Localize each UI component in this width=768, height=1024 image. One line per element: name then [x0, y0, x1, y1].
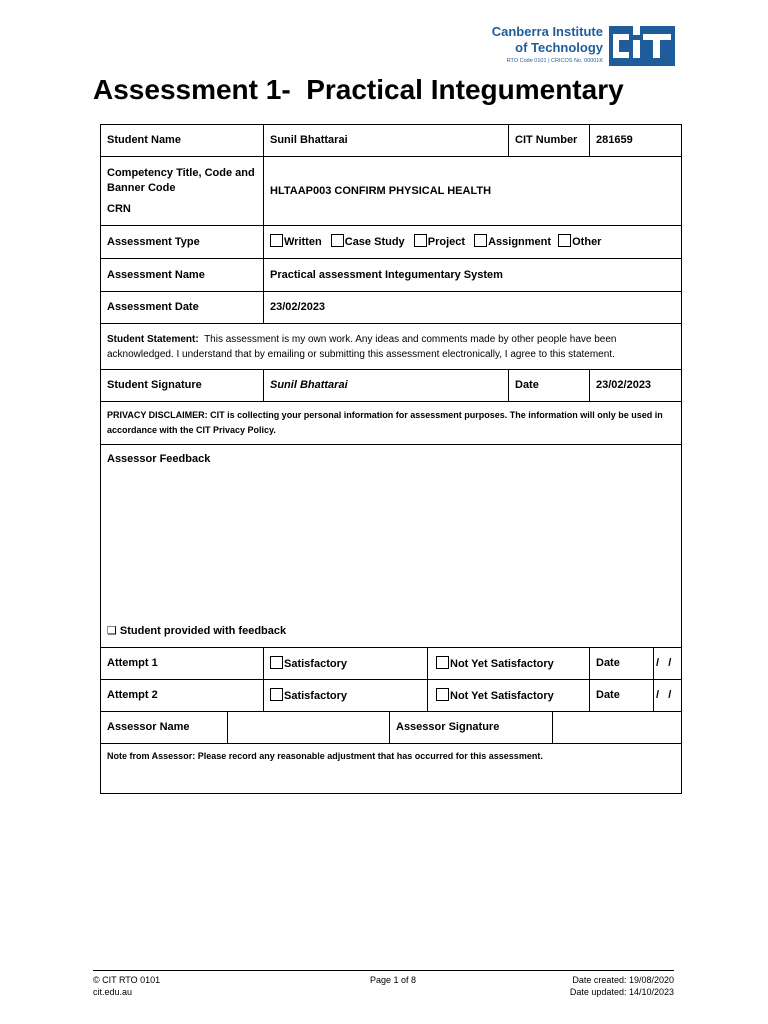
- page-title: Assessment 1- Practical Integumentary: [93, 74, 624, 105]
- competency-title-label: Competency Title, Code and Banner Code: [107, 166, 255, 194]
- student-name-row: [101, 125, 682, 157]
- assessment-type-label: Assessment Type: [101, 226, 264, 259]
- student-signature-value[interactable]: Sunil Bhattarai: [264, 370, 509, 402]
- assessor-signature-field[interactable]: [553, 712, 682, 744]
- footer-left: [93, 974, 160, 998]
- assessment-name-label: Assessment Name: [101, 259, 264, 292]
- footer-rto: © CIT RTO 0101: [93, 975, 161, 985]
- attempt-1-date-label: Date: [590, 648, 654, 680]
- attempt-1-date-value[interactable]: / /: [654, 648, 682, 680]
- logo-rto-code: RTO Code 0101 | CRICOS No. 00001K: [506, 58, 603, 64]
- signature-date-label: Date: [509, 370, 590, 402]
- feedback-checkbox-label: Student provided with feedback: [119, 625, 287, 637]
- competency-row: [101, 157, 682, 226]
- assignment-option-label: Assignment: [488, 236, 552, 248]
- assessor-details-table: [100, 711, 682, 794]
- written-checkbox[interactable]: [270, 234, 283, 247]
- footer-page-number: Page 1 of 8: [370, 975, 417, 985]
- student-signature-row: [101, 370, 682, 402]
- attempt-2-not-yet: [428, 680, 590, 712]
- student-statement-row: [101, 324, 682, 370]
- assessment-cover-form: [100, 124, 682, 712]
- logo-text: [492, 24, 603, 64]
- attempt-2-row: [101, 680, 682, 712]
- footer-date-updated: Date updated: 14/10/2023: [569, 987, 674, 997]
- attempt-2-date-label: Date: [590, 680, 654, 712]
- not-yet-satisfactory-label: Not Yet Satisfactory: [450, 657, 554, 670]
- attempt-1-not-yet-checkbox[interactable]: [436, 656, 449, 669]
- assessor-name-field[interactable]: [228, 712, 390, 744]
- written-option-label: Written: [284, 236, 322, 248]
- attempt-1-label: Attempt 1: [101, 648, 264, 680]
- satisfactory-label: Satisfactory: [284, 657, 347, 670]
- attempt-2-date-value[interactable]: / /: [654, 680, 682, 712]
- privacy-disclaimer: PRIVACY DISCLAIMER: CIT is collecting your personal information for assessment purposes. The information will only be used in accordance with the CIT Privacy Policy.: [101, 402, 682, 445]
- attempt-2-satisfactory-checkbox[interactable]: [270, 688, 283, 701]
- page-footer: [93, 970, 674, 997]
- student-signature-label: Student Signature: [101, 370, 264, 402]
- footer-right: [570, 974, 674, 998]
- assessment-date-row: [101, 292, 682, 324]
- feedback-checkbox-icon[interactable]: ❑: [107, 624, 117, 637]
- assessment-date-label: Assessment Date: [101, 292, 264, 324]
- case-study-option-label: Case Study: [344, 236, 405, 248]
- cit-logo: [478, 24, 678, 68]
- cit-number-label: CIT Number: [509, 125, 590, 157]
- case-study-checkbox[interactable]: [331, 234, 344, 247]
- attempt-2-not-yet-checkbox[interactable]: [436, 688, 449, 701]
- assessor-note-row: [101, 744, 682, 794]
- statement-text: This assessment is my own work. Any ideas and comments made by other people have been acknowledged. I understand that by emailing or submitting this assessment electronically, I agree to this statement.: [107, 333, 617, 360]
- statement-label: Student Statement:: [107, 333, 199, 345]
- assessor-note[interactable]: Note from Assessor: Please record any reasonable adjustment that has occurred for this assessment.: [101, 744, 682, 794]
- logo-line1: Canberra Institute: [491, 24, 603, 39]
- assignment-checkbox[interactable]: [474, 234, 487, 247]
- cit-logo-mark-icon: [609, 26, 675, 66]
- privacy-row: [101, 402, 682, 445]
- cit-number-value[interactable]: 281659: [590, 125, 682, 157]
- attempt-2-label: Attempt 2: [101, 680, 264, 712]
- assessor-feedback-box[interactable]: [101, 445, 682, 648]
- signature-date-value[interactable]: 23/02/2023: [590, 370, 682, 402]
- attempt-2-satisfactory: [264, 680, 428, 712]
- assessor-row: [101, 712, 682, 744]
- project-option-label: Project: [427, 236, 466, 248]
- attempt-1-row: [101, 648, 682, 680]
- assessor-name-label: Assessor Name: [101, 712, 228, 744]
- other-option-label: Other: [572, 236, 602, 248]
- assessment-name-row: [101, 259, 682, 292]
- project-checkbox[interactable]: [414, 234, 427, 247]
- assessment-type-options: [264, 226, 682, 259]
- not-yet-satisfactory-label: Not Yet Satisfactory: [450, 689, 554, 702]
- attempt-1-satisfactory-checkbox[interactable]: [270, 656, 283, 669]
- attempt-1-not-yet: [428, 648, 590, 680]
- student-statement: [101, 324, 682, 370]
- assessor-signature-label: Assessor Signature: [390, 712, 553, 744]
- satisfactory-label: Satisfactory: [284, 689, 347, 702]
- assessor-feedback-label: Assessor Feedback: [107, 453, 211, 465]
- feedback-provided-item: [107, 623, 286, 639]
- crn-label: CRN: [107, 202, 131, 215]
- assessment-date-value[interactable]: 23/02/2023: [264, 292, 682, 324]
- attempt-1-satisfactory: [264, 648, 428, 680]
- assessor-feedback-row: [101, 445, 682, 648]
- assessment-name-value[interactable]: Practical assessment Integumentary System: [264, 259, 682, 292]
- assessment-type-row: [101, 226, 682, 259]
- logo-line2: of Technology: [515, 40, 603, 55]
- footer-date-created: Date created: 19/08/2020: [572, 975, 674, 985]
- competency-value[interactable]: HLTAAP003 CONFIRM PHYSICAL HEALTH: [264, 157, 682, 226]
- student-name-value[interactable]: Sunil Bhattarai: [264, 125, 509, 157]
- other-checkbox[interactable]: [558, 234, 571, 247]
- competency-label: [101, 157, 264, 226]
- footer-website: cit.edu.au: [93, 987, 133, 997]
- student-name-label: Student Name: [101, 125, 264, 157]
